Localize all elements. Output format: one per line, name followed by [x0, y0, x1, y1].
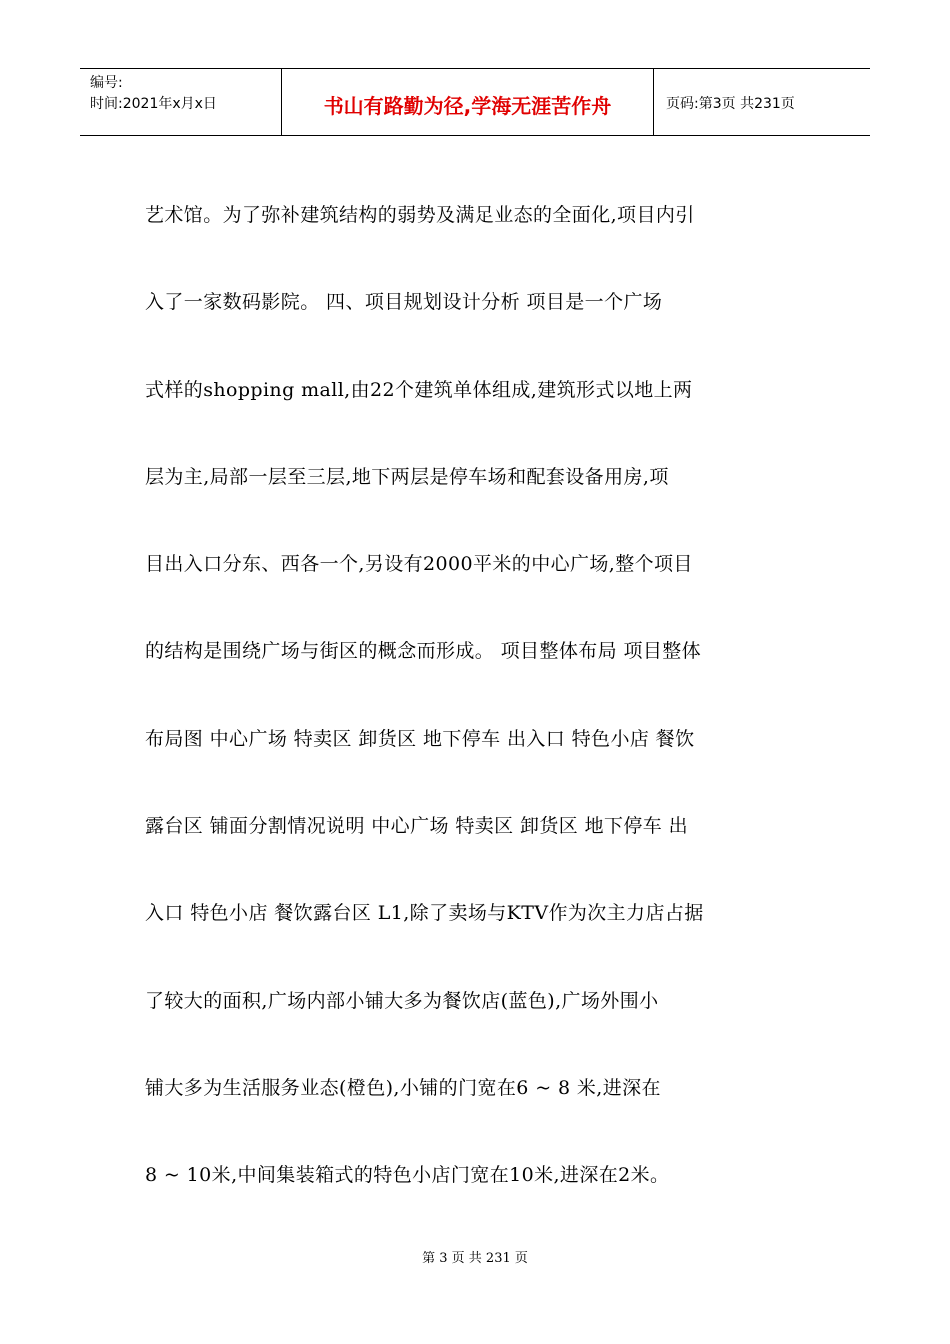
body-line: 布局图 中心广场 特卖区 卸货区 地下停车 出入口 特色小店 餐饮: [145, 727, 695, 750]
document-time-label: 时间:2021年x月x日: [90, 96, 217, 112]
header-page-cell: [654, 69, 870, 135]
body-line: 层为主,局部一层至三层,地下两层是停车场和配套设备用房,项: [145, 465, 669, 488]
body-line: 了较大的面积,广场内部小铺大多为餐饮店(蓝色),广场外围小: [145, 989, 659, 1012]
document-header: [80, 68, 870, 136]
page-footer: [0, 1247, 950, 1266]
document-body: [145, 172, 810, 1220]
body-line: 式样的shopping mall,由22个建筑单体组成,建筑形式以地上两: [145, 378, 693, 401]
header-meta-cell: [80, 69, 282, 135]
body-line: 露台区 铺面分割情况说明 中心广场 特卖区 卸货区 地下停车 出: [145, 815, 689, 838]
body-line: 艺术馆。为了弥补建筑结构的弱势及满足业态的全面化,项目内引: [145, 204, 695, 226]
body-line: 的结构是围绕广场与街区的概念而形成。 项目整体布局 项目整体: [145, 640, 702, 663]
body-line: 8 ~ 10米,中间集装箱式的特色小店门宽在10米,进深在2米。: [145, 1164, 670, 1187]
header-motto-cell: [282, 69, 654, 135]
footer-page-number: 第 3 页 共 231 页: [422, 1251, 528, 1266]
body-line: 铺大多为生活服务业态(橙色),小铺的门宽在6 ~ 8 米,进深在: [145, 1076, 661, 1099]
body-line: 入了一家数码影院。 四、项目规划设计分析 项目是一个广场: [145, 291, 663, 314]
document-number-label: 编号:: [90, 75, 123, 91]
header-motto: 书山有路勤为径,学海无涯苦作舟: [323, 93, 612, 118]
header-page-code: 页码:第3页 共231页: [666, 96, 795, 112]
body-line: 入口 特色小店 餐饮露台区 L1,除了卖场与KTV作为次主力店占据: [145, 902, 704, 925]
body-line: 目出入口分东、西各一个,另设有2000平米的中心广场,整个项目: [145, 553, 693, 576]
